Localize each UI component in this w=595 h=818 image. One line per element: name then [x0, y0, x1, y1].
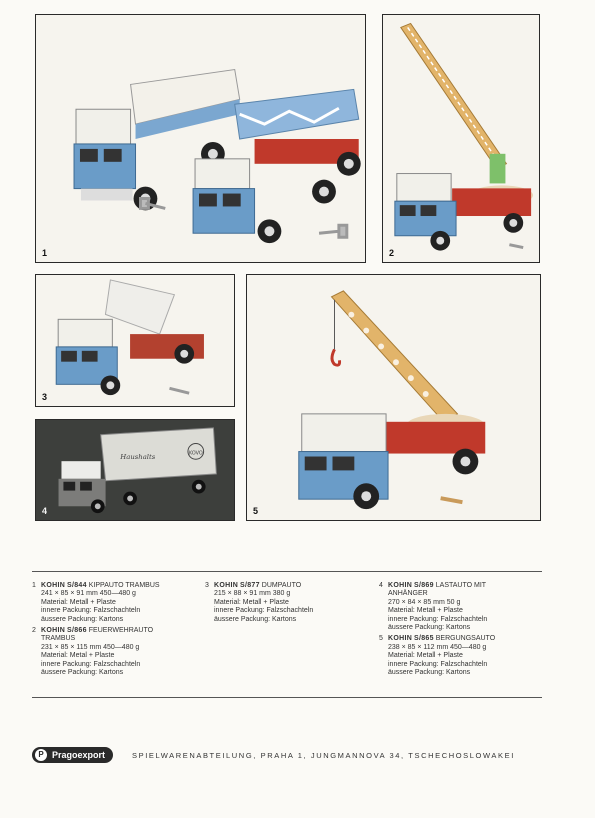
trailer-sign-logo: KOVO: [188, 450, 203, 457]
product-code: S/865: [414, 635, 434, 643]
photo-number: 3: [42, 392, 48, 402]
dump-truck-illustration: [36, 275, 234, 406]
product-dimensions: 231 × 85 × 115 mm 450—480 g: [41, 643, 140, 651]
photo-fire-engine: [382, 14, 540, 263]
product-brand: KOHIN: [41, 627, 66, 635]
product-title: [214, 582, 370, 590]
product-name: KIPPAUTO TRAMBUS: [88, 582, 160, 589]
photo-number: 4: [42, 506, 48, 516]
product-brand: KOHIN: [41, 582, 66, 589]
photo-crane-truck: [246, 274, 541, 521]
product-number: 1: [32, 582, 36, 589]
product-name: DUMPAUTO: [261, 582, 302, 589]
product-number: 3: [205, 582, 209, 589]
product-brand: KOHIN: [388, 635, 413, 643]
product-material: Material: Metall + Plaste: [388, 607, 463, 615]
product-name: FEUERWEHRAUTO: [88, 627, 154, 635]
product-inner-packing: innere Packung: Falzschachteln: [41, 607, 141, 615]
product-inner-packing: innere Packung: Falzschachteln: [41, 660, 141, 668]
photo-dump-truck: [35, 274, 235, 407]
product-title: [41, 582, 197, 590]
product-dimensions: 270 × 84 × 85 mm 50 g: [388, 598, 461, 606]
product-inner-packing: innere Packung: Falzschachteln: [388, 615, 488, 623]
photo-truck-with-trailer: [35, 419, 235, 521]
footer: [32, 745, 542, 765]
truck-with-trailer-illustration: [36, 420, 234, 520]
product-dimensions: 215 × 88 × 91 mm 380 g: [214, 590, 291, 598]
product-outer-packing: äussere Packung: Kartons: [388, 624, 471, 632]
product-name-continued: ANHÄNGER: [388, 590, 428, 598]
fire-engine-illustration: [383, 15, 539, 262]
product-code: S/866: [67, 627, 87, 635]
product-material: Material: Metall + Plaste: [388, 652, 463, 660]
photo-number: 1: [42, 248, 48, 258]
product-material: Material: Metal + Plaste: [41, 652, 115, 660]
product-brand: KOHIN: [388, 582, 413, 589]
product-outer-packing: äussere Packung: Kartons: [41, 615, 124, 623]
product-dimensions: 241 × 85 × 91 mm 450—480 g: [41, 590, 136, 598]
product-outer-packing: äussere Packung: Kartons: [41, 669, 124, 677]
product-item: [32, 582, 197, 624]
logo-mark-icon: P: [35, 749, 47, 761]
product-column-3: [379, 582, 544, 680]
product-inner-packing: innere Packung: Falzschachteln: [214, 607, 314, 615]
divider-bottom: [32, 697, 542, 698]
product-brand: KOHIN: [214, 582, 239, 589]
product-item: [379, 582, 544, 632]
product-item: [205, 582, 370, 624]
product-item: [379, 635, 544, 677]
product-name: LASTAUTO MIT: [435, 582, 487, 589]
product-code: S/869: [414, 582, 434, 589]
photo-tipper-trucks: [35, 14, 366, 263]
product-number: 2: [32, 627, 36, 635]
trailer-sign-text: Haushalts: [120, 453, 156, 462]
pragoexport-logo: [32, 747, 113, 763]
product-code: S/844: [67, 582, 87, 589]
product-inner-packing: innere Packung: Falzschachteln: [388, 660, 488, 668]
product-outer-packing: äussere Packung: Kartons: [214, 615, 297, 623]
crane-truck-illustration: [247, 275, 540, 520]
product-code: S/877: [240, 582, 260, 589]
product-name-continued: TRAMBUS: [41, 635, 76, 643]
photo-number: 2: [389, 248, 395, 258]
product-material: Material: Metall + Plaste: [41, 598, 116, 606]
photo-number: 5: [253, 506, 259, 516]
company-address: SPIELWARENABTEILUNG, PRAHA 1, JUNGMANNOVA 34, TSCHECHOSLOWAKEI: [132, 751, 515, 760]
product-number: 5: [379, 635, 383, 643]
product-title: [388, 635, 544, 643]
product-title: [41, 627, 197, 635]
product-material: Material: Metall + Plaste: [214, 598, 289, 606]
product-name: BERGUNGSAUTO: [435, 635, 496, 643]
product-outer-packing: äussere Packung: Kartons: [388, 669, 471, 677]
product-column-2: [205, 582, 370, 627]
tipper-trucks-illustration: [36, 15, 365, 262]
divider-top: [32, 571, 542, 572]
product-column-1: [32, 582, 197, 680]
product-number: 4: [379, 582, 383, 589]
logo-text: Pragoexport: [52, 750, 106, 760]
product-dimensions: 238 × 85 × 112 mm 450—480 g: [388, 643, 487, 651]
product-item: [32, 627, 197, 677]
